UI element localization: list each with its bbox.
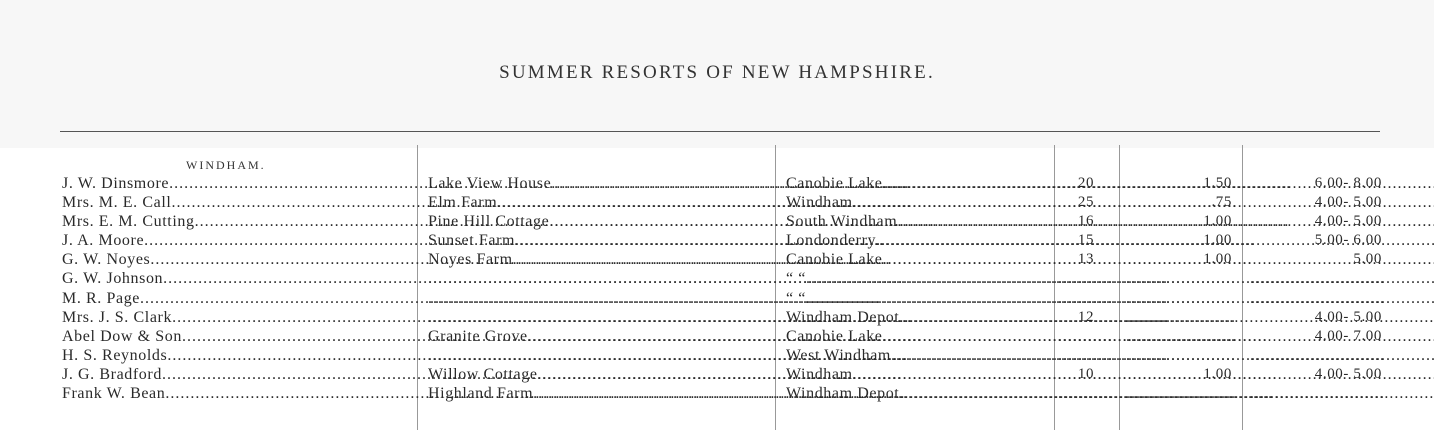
post-office-text: “ “ [786, 270, 807, 288]
proprietor-name-text: J. A. Moore [62, 232, 145, 250]
proprietor-name-text: Mrs. M. E. Call [62, 194, 172, 212]
post-office-text: Canobie Lake [786, 327, 883, 345]
house-name-text: Willow Cottage [428, 365, 538, 383]
proprietor-name-text: G. W. Noyes [62, 251, 151, 269]
rate-per-week: 4.00- 5.00 [1314, 365, 1382, 382]
proprietor-name-text: J. W. Dinsmore [62, 175, 170, 192]
guest-capacity: 12 [1077, 308, 1095, 325]
house-name-text: Pine Hill Cottage [428, 213, 550, 231]
table-row [0, 308, 1434, 327]
rate-per-week [1250, 289, 1384, 308]
guest-capacity [1058, 269, 1114, 288]
rate-per-week [1250, 269, 1384, 288]
rate-per-day [1126, 289, 1234, 308]
rate-per-week: 4.00- 5.00 [1314, 213, 1382, 230]
guest-capacity: 16 [1077, 213, 1095, 230]
house-name-text: Elm Farm [428, 194, 498, 212]
resort-table [0, 174, 1434, 403]
page-title: SUMMER RESORTS OF NEW HAMPSHIRE. [499, 62, 935, 83]
proprietor-name-text: M. R. Page [62, 289, 140, 307]
post-office-text: “ “ [786, 289, 807, 307]
post-office-text: Windham [786, 365, 853, 383]
table-row [0, 346, 1434, 365]
house-name-text: Highland Farm [428, 385, 534, 403]
proprietor-name-text: J. G. Bradford [62, 365, 162, 383]
house-name-text: Granite Grove [428, 327, 528, 345]
post-office-text: Canobie Lake [786, 251, 883, 269]
rate-per-day [1126, 346, 1234, 365]
rate-per-week: 4.00- 7.00 [1314, 327, 1382, 344]
guest-capacity: 15 [1077, 232, 1095, 249]
post-office-text: Londonderry [786, 232, 877, 250]
section-heading: WINDHAM. [186, 158, 266, 172]
rate-per-week: 4.00- 5.00 [1314, 194, 1382, 211]
guest-capacity: 13 [1077, 251, 1095, 268]
rate-per-week: 6.00- 8.00 [1314, 175, 1382, 191]
rate-per-day: 1.00 [1203, 232, 1232, 249]
proprietor-name-text: Frank W. Bean [62, 385, 166, 403]
post-office-text: West Windham [786, 346, 891, 364]
table-row [0, 365, 1434, 384]
rate-per-day [1126, 327, 1234, 346]
house-name-text: Sunset Farm [428, 232, 516, 250]
proprietor-name-text: Mrs. E. M. Cutting [62, 213, 195, 231]
rate-per-week: 5.00 [1353, 251, 1382, 268]
proprietor-name-text: H. S. Reynolds [62, 346, 168, 364]
post-office-text: Windham [786, 194, 853, 212]
table-row [0, 250, 1434, 269]
house-name-text: Lake View House [428, 175, 552, 192]
post-office-text: Canobie Lake [786, 175, 883, 192]
post-office-text: Windham Depot [786, 308, 900, 326]
table-row [0, 174, 1434, 193]
rate-per-day [1126, 384, 1234, 403]
guest-capacity [1058, 346, 1114, 365]
header-rule [60, 131, 1380, 132]
table-row [0, 269, 1434, 288]
table-row [0, 193, 1434, 212]
rate-per-day: 1.00 [1203, 213, 1232, 230]
rate-per-day [1126, 269, 1234, 288]
rate-per-week [1250, 384, 1384, 403]
table-row [0, 231, 1434, 250]
proprietor-name-text: Abel Dow & Son [62, 327, 182, 345]
guest-capacity: 20 [1077, 175, 1095, 191]
guest-capacity [1058, 384, 1114, 403]
proprietor-name-text: Mrs. J. S. Clark [62, 308, 173, 326]
guest-capacity [1058, 289, 1114, 308]
guest-capacity: 25 [1077, 194, 1095, 211]
rate-per-day: 1.50 [1203, 175, 1232, 191]
rate-per-day: .75 [1211, 194, 1232, 211]
rate-per-day: 1.00 [1203, 251, 1232, 268]
table-row [0, 384, 1434, 403]
post-office-text: Windham Depot [786, 385, 900, 403]
proprietor-name-text: G. W. Johnson [62, 270, 164, 288]
table-row [0, 289, 1434, 308]
rate-per-day: 1.00 [1203, 365, 1232, 382]
house-name-text: Noyes Farm [428, 251, 513, 269]
guest-capacity [1058, 327, 1114, 346]
rate-per-week [1250, 346, 1384, 365]
rate-per-day [1126, 308, 1234, 327]
table-row [0, 212, 1434, 231]
rate-per-week: 4.00- 5.00 [1314, 308, 1382, 325]
rate-per-week: 5.00- 6.00 [1314, 232, 1382, 249]
post-office-text: South Windham [786, 213, 898, 231]
table-row [0, 327, 1434, 346]
guest-capacity: 10 [1077, 365, 1095, 382]
